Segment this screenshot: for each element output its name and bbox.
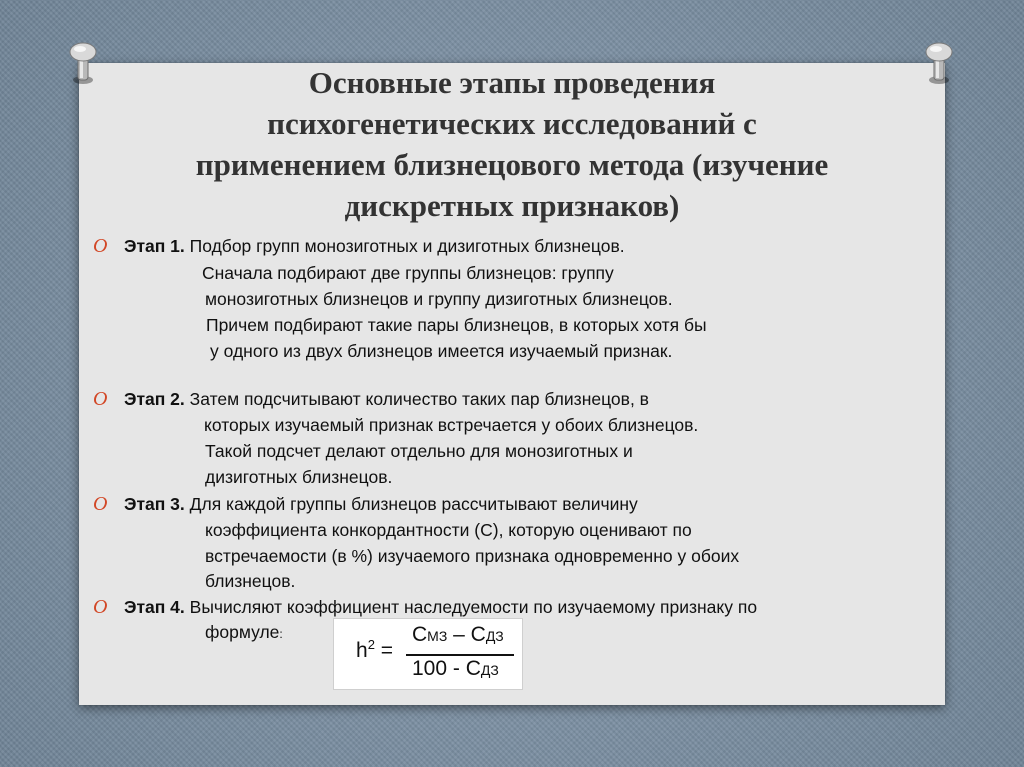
stage-2-text: Затем подсчитывают количество таких пар близнецов, в: [189, 389, 649, 409]
stage-4-first-line: [124, 597, 757, 618]
stage-4-label: Этап 4.: [124, 597, 185, 617]
title-line: дискретных признаков): [344, 188, 680, 223]
bullet-icon: O: [93, 235, 108, 257]
stage-1-first-line: [124, 236, 625, 257]
stage-4-line-text: формуле: [205, 622, 280, 642]
bullet-icon: O: [93, 388, 108, 410]
stage-2-label: Этап 2.: [124, 389, 185, 409]
stage-1-line: у одного из двух близнецов имеется изучаемый признак.: [210, 341, 673, 361]
title-line: Основные этапы проведения: [308, 65, 716, 100]
formula-exponent: 2: [367, 637, 375, 652]
stage-2-line: дизиготных близнецов.: [205, 467, 393, 487]
fraction-bar: [406, 654, 514, 656]
formula-minus: –: [447, 623, 471, 646]
stage-3-first-line: [124, 494, 638, 515]
formula-c-mz: С: [412, 623, 428, 646]
stage-1-label: Этап 1.: [124, 236, 185, 256]
stage-4-colon: :: [279, 627, 283, 641]
stage-3-line: коэффициента конкордантности (С), которую оценивают по: [205, 520, 692, 540]
formula-c-dz: С: [470, 623, 486, 646]
formula-sub-dz: ДЗ: [485, 628, 504, 644]
formula-numerator: [412, 623, 504, 647]
stage-1-line: Причем подбирают такие пары близнецов, в которых хотя бы: [206, 315, 707, 335]
formula-den-sub: ДЗ: [480, 662, 499, 678]
stage-1-line: монозиготных близнецов и группу дизиготных близнецов.: [205, 289, 673, 309]
stage-2-line: Такой подсчет делают отдельно для монозиготных и: [205, 441, 633, 461]
stage-2-line: которых изучаемый признак встречается у обоих близнецов.: [204, 415, 699, 435]
formula-denominator: [412, 657, 499, 681]
formula-lhs: [356, 637, 393, 663]
stage-4-line: [205, 622, 283, 643]
stage-3-text: Для каждой группы близнецов рассчитывают величину: [189, 494, 638, 514]
formula-sub-mz: МЗ: [427, 628, 448, 644]
bullet-icon: O: [93, 596, 108, 618]
formula-den-text: 100 - С: [412, 657, 481, 680]
stage-3-line: встречаемости (в %) изучаемого признака одновременно у обоих: [205, 546, 740, 566]
stage-3-line: близнецов.: [205, 571, 296, 591]
stage-1-line: Сначала подбирают две группы близнецов: группу: [202, 263, 614, 283]
formula-equals: =: [380, 639, 394, 662]
stage-4-text: Вычисляют коэффициент наследуемости по изучаемому признаку по: [189, 597, 758, 617]
formula-h: h: [356, 639, 368, 662]
stage-3-label: Этап 3.: [124, 494, 185, 514]
stage-1-text: Подбор групп монозиготных и дизиготных близнецов.: [189, 236, 625, 256]
stage-2-first-line: [124, 389, 649, 410]
title-line: применением близнецового метода (изучение: [195, 147, 829, 182]
heritability-formula: [333, 618, 523, 690]
bullet-icon: O: [93, 493, 108, 515]
title-line: психогенетических исследований с: [267, 106, 757, 141]
